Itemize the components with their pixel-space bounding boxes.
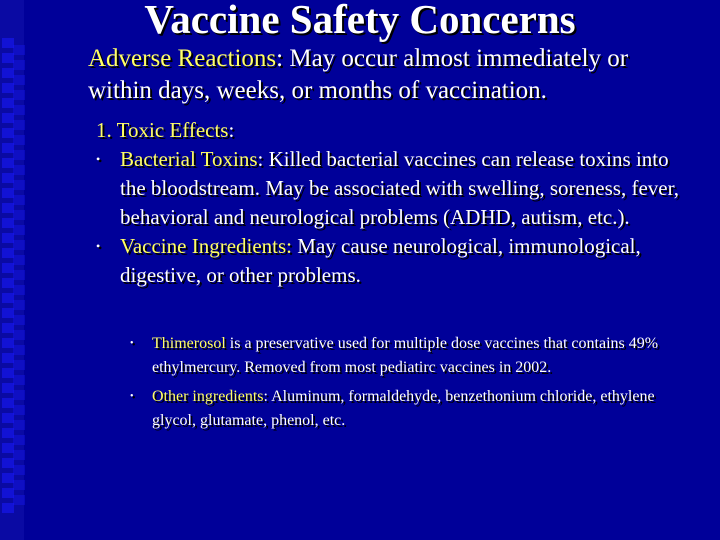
main-bullet-list (96, 116, 696, 290)
bullet-body: is a preservative used for multiple dose vaccines that contains 49% ethylmercury. Removed from most pediatirc vaccines in 2002. (152, 335, 659, 376)
bullet-text (120, 232, 696, 290)
list-item (130, 332, 690, 379)
bullet-text (120, 145, 696, 232)
list-item (96, 232, 696, 290)
intro-text: : May occur almost immediately or within days, weeks, or months of vaccination. (88, 45, 629, 104)
section-heading (96, 116, 696, 145)
decorative-square-border (0, 0, 24, 540)
intro-label: Adverse Reactions (88, 45, 277, 72)
bullet-icon: • (130, 338, 134, 349)
bullet-body: : Killed bacterial vaccines can release toxins into the bloodstream. May be associated with swelling, soreness, fever, behavioral and neurological problems (ADHD, autism, etc.). (120, 147, 680, 229)
section-colon: : (228, 118, 235, 142)
slide-title: Vaccine Safety Concerns (144, 0, 576, 42)
bullet-label: Thimerosol (152, 335, 226, 352)
bullet-label: Other ingredients (152, 388, 264, 405)
list-item (96, 145, 696, 232)
bullet-icon: • (96, 152, 101, 166)
bullet-label: Vaccine Ingredients: (120, 234, 293, 258)
decorative-squares-column (13, 45, 25, 505)
bullet-body: : Aluminum, formaldehyde, benzethonium chloride, ethylene glycol, glutamate, phenol, etc. (152, 388, 655, 429)
bullet-icon: • (130, 391, 134, 402)
bullet-text (152, 332, 690, 379)
sub-bullet-list (130, 332, 690, 438)
section-label: 1. Toxic Effects (96, 118, 229, 142)
bullet-text (152, 385, 690, 432)
intro-paragraph (88, 43, 698, 107)
bullet-label: Bacterial Toxins (120, 147, 258, 171)
bullet-body: May cause neurological, immunological, digestive, or other problems. (120, 234, 641, 287)
list-item (130, 385, 690, 432)
bullet-icon: • (96, 239, 101, 253)
